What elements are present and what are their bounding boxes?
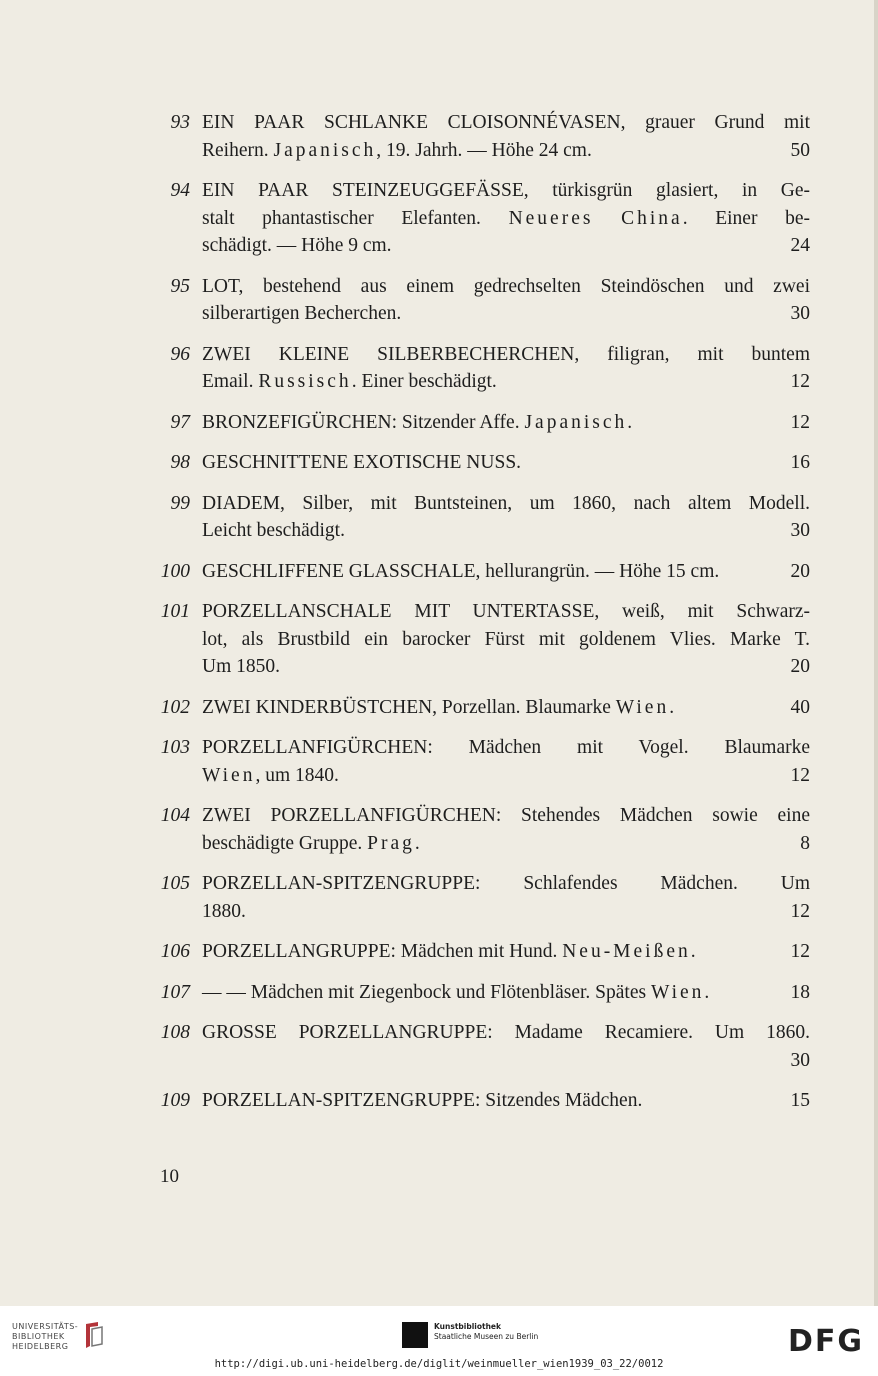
catalog-entry: [150, 1086, 810, 1114]
kunstbibliothek-title: Kunstbibliothek: [434, 1322, 502, 1331]
lot-description-line: Reihern. Japanisch, 19. Jahrh. — Höhe 24 cm.: [202, 139, 592, 161]
lot-description-line: beschädigte Gruppe. Prag.: [202, 832, 420, 854]
lot-description-line: Leicht beschädigt.: [202, 520, 345, 541]
lot-number: 108: [160, 1022, 190, 1043]
university-library-logo-text: UNIVERSITÄTS- BIBLIOTHEK HEIDELBERG: [12, 1322, 79, 1351]
catalog-entry: [150, 176, 810, 259]
lot-number: 93: [170, 112, 190, 133]
lot-description-line: — — Mädchen mit Ziegenbock und Flötenbläser. Spätes Wien.: [202, 981, 710, 1003]
catalog-entry: [150, 801, 810, 856]
lot-price: 50: [790, 139, 810, 161]
lot-price: 12: [790, 941, 810, 962]
lot-price: 12: [790, 411, 810, 433]
lot-description-line: stalt phantastischer Elefanten. Neueres China. Einer be-: [202, 207, 810, 229]
lot-description-line: EIN PAAR SCHLANKE CLOISONNÉVASEN, grauer Grund mit: [202, 112, 810, 133]
lot-price: 16: [790, 452, 810, 473]
lot-description-line: EIN PAAR STEINZEUGGEFÄSSE, türkisgrün glasiert, in Ge-: [202, 180, 810, 201]
lot-price: 30: [790, 1049, 810, 1071]
lot-price: 18: [790, 981, 810, 1003]
lot-price: 40: [790, 696, 810, 718]
lot-number: 103: [160, 737, 190, 758]
lot-description-line: PORZELLAN-SPITZENGRUPPE: Sitzendes Mädchen.: [202, 1090, 643, 1111]
lot-description-line: LOT, bestehend aus einem gedrechselten Steindöschen und zwei: [202, 275, 810, 297]
lot-description-line: silberartigen Becherchen.: [202, 303, 402, 324]
lot-number: 102: [160, 696, 190, 718]
lot-description-line: PORZELLANSCHALE MIT UNTERTASSE, weiß, mit Schwarz-: [202, 601, 810, 622]
page-number: 10: [160, 1166, 179, 1187]
lot-number: 99: [170, 492, 190, 514]
lot-description-line: PORZELLANGRUPPE: Mädchen mit Hund. Neu-Meißen.: [202, 941, 696, 962]
lot-description-line: schädigt. — Höhe 9 cm.: [202, 235, 392, 256]
lot-number: 101: [160, 601, 190, 622]
lot-price: 15: [790, 1090, 810, 1111]
lot-description-line: Wien, um 1840.: [202, 764, 339, 786]
lot-description-line: Um 1850.: [202, 656, 280, 677]
catalog-entry: [150, 1018, 810, 1073]
lot-price: 24: [790, 235, 810, 256]
lot-description-line: ZWEI KLEINE SILBERBECHERCHEN, filigran, mit buntem: [202, 343, 810, 365]
lot-description-line: GESCHLIFFENE GLASSCHALE, hellurangrün. — Höhe 15 cm.: [202, 560, 720, 582]
catalog-entry: [150, 408, 810, 436]
lot-number: 106: [160, 941, 190, 962]
lot-description-line: PORZELLAN-SPITZENGRUPPE: Schlafendes Mädchen. Um: [202, 873, 810, 894]
catalog-entry: [150, 448, 810, 476]
lot-description-line: Email. Russisch. Einer beschädigt.: [202, 371, 497, 392]
lot-number: 96: [170, 343, 190, 365]
lot-description-line: [202, 1046, 770, 1076]
lot-price: 30: [790, 520, 810, 541]
catalog-entry: [150, 340, 810, 395]
lot-price: 20: [790, 560, 810, 582]
lot-price: 20: [790, 656, 810, 677]
lot-number: 97: [170, 411, 190, 433]
catalog-entry: [150, 557, 810, 585]
catalog-entry: [150, 108, 810, 163]
university-library-logo-icon: [82, 1320, 104, 1350]
catalog-entry: [150, 693, 810, 721]
lot-number: 105: [160, 873, 190, 894]
lot-description-line: PORZELLANFIGÜRCHEN: Mädchen mit Vogel. Blaumarke: [202, 737, 810, 758]
lot-description-line: ZWEI KINDERBÜSTCHEN, Porzellan. Blaumarke Wien.: [202, 696, 675, 718]
lot-price: 30: [790, 303, 810, 324]
lot-price: 12: [790, 371, 810, 392]
footer: [0, 1306, 878, 1376]
lot-description-line: BRONZEFIGÜRCHEN: Sitzender Affe. Japanisch.: [202, 411, 633, 433]
catalog-entry: [150, 272, 810, 327]
lot-price: 12: [790, 764, 810, 786]
lot-number: 94: [170, 180, 190, 201]
kunstbibliothek-logo: [402, 1322, 538, 1348]
catalog-entry: [150, 597, 810, 680]
lot-description-line: DIADEM, Silber, mit Buntsteinen, um 1860, nach altem Modell.: [202, 492, 810, 514]
lot-number: 95: [170, 275, 190, 297]
catalog-entry: [150, 869, 810, 924]
lot-price: 8: [800, 832, 810, 854]
catalog-entry: [150, 978, 810, 1006]
kunstbibliothek-icon: [402, 1322, 428, 1348]
lot-number: 109: [160, 1090, 190, 1111]
lot-description-line: ZWEI PORZELLANFIGÜRCHEN: Stehendes Mädchen sowie eine: [202, 805, 810, 826]
lot-number: 100: [160, 560, 190, 582]
source-url[interactable]: http://digi.ub.uni-heidelberg.de/diglit/weinmueller_wien1939_03_22/0012: [214, 1358, 664, 1370]
lot-number: 104: [160, 805, 190, 826]
lot-price: 12: [790, 900, 810, 922]
lot-description-line: GESCHNITTENE EXOTISCHE NUSS.: [202, 452, 522, 473]
catalog-entry: [150, 489, 810, 544]
catalog-entry: [150, 733, 810, 788]
kunstbibliothek-subtitle: Staatliche Museen zu Berlin: [434, 1332, 539, 1341]
catalog-entry: [150, 937, 810, 965]
dfg-logo: DFG: [787, 1324, 864, 1359]
lot-number: 107: [160, 981, 190, 1003]
lot-description-line: 1880.: [202, 900, 246, 922]
lot-description-line: lot, als Brustbild ein barocker Fürst mit goldenem Vlies. Marke T.: [202, 628, 810, 650]
lot-description-line: GROSSE PORZELLANGRUPPE: Madame Recamiere. Um 1860.: [202, 1022, 810, 1043]
lot-number: 98: [170, 452, 190, 473]
